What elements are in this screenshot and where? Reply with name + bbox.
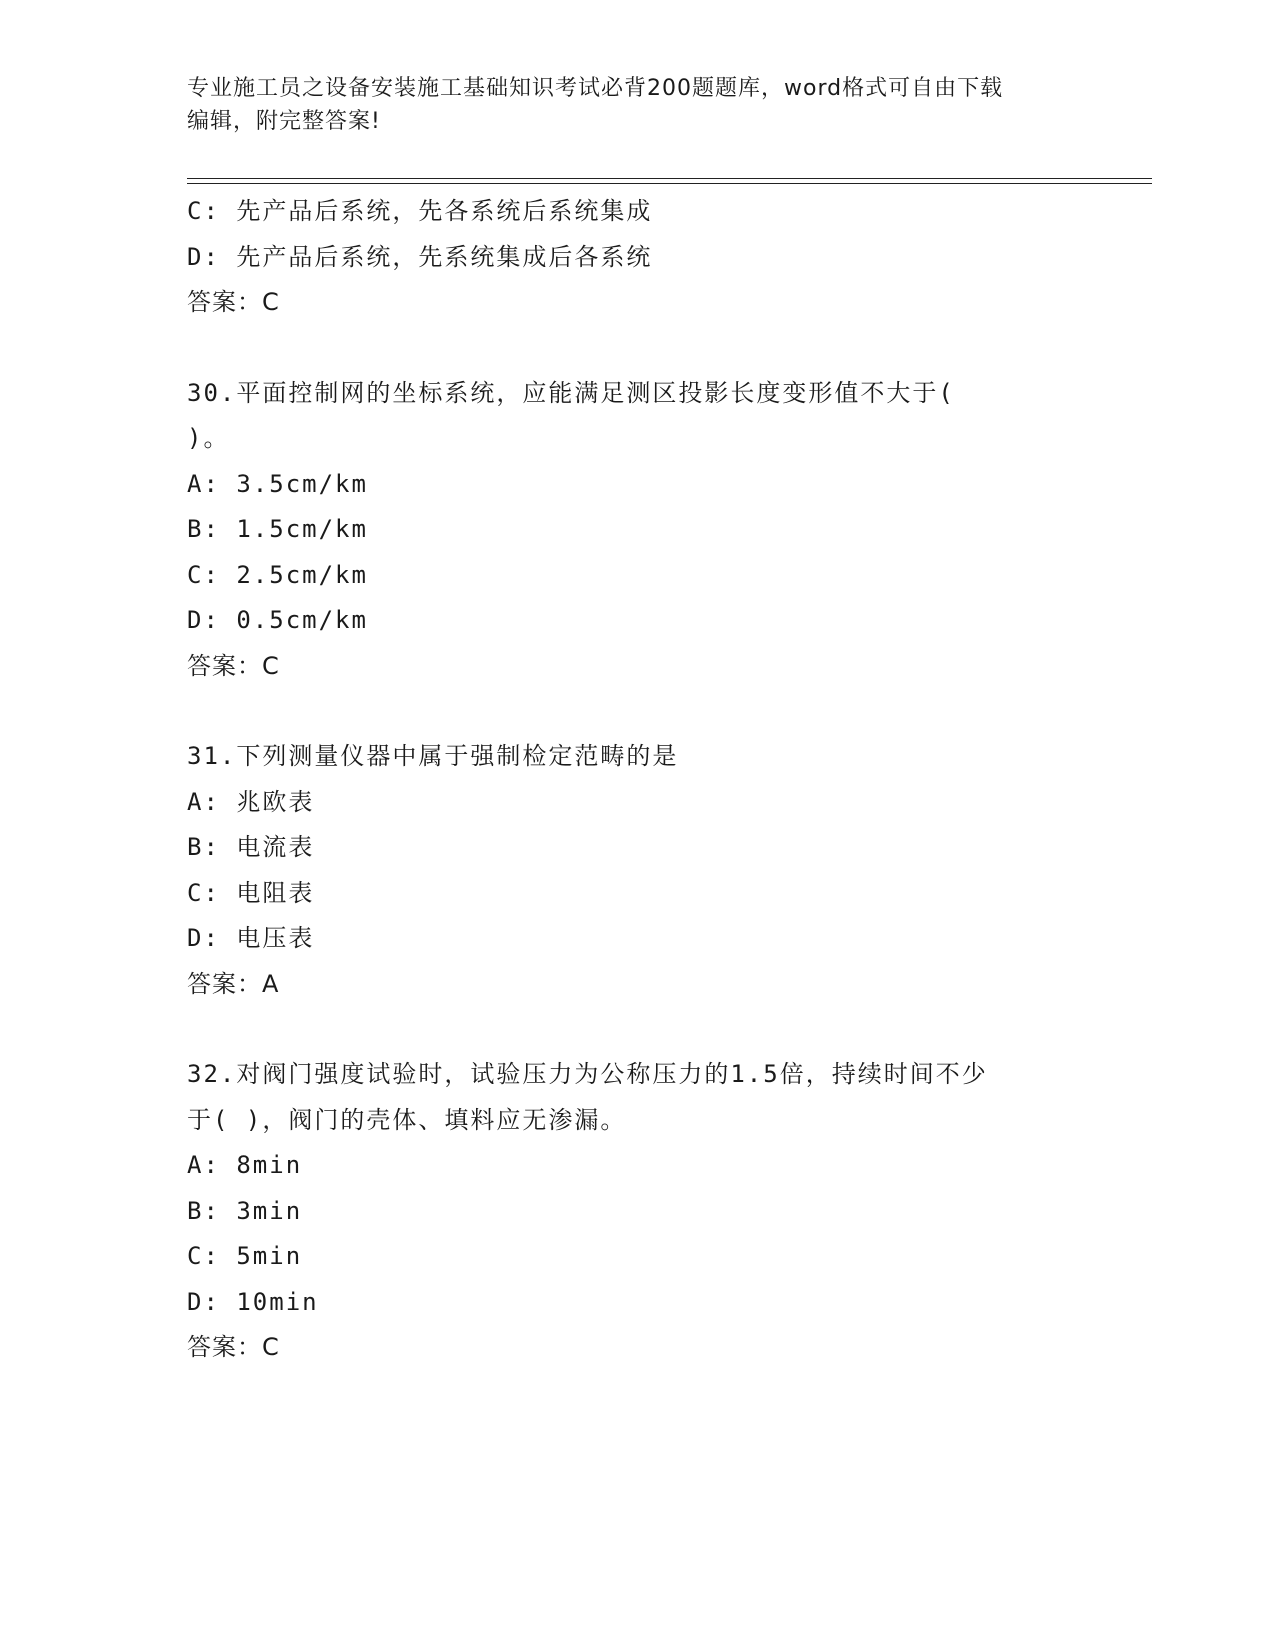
answer-line: 答案：A	[187, 969, 280, 998]
option-a: A: 3.5cm/km	[187, 469, 368, 498]
option-c: C: 2.5cm/km	[187, 560, 368, 589]
question-block-31	[187, 734, 1087, 1007]
option-b: B: 电流表	[187, 833, 315, 861]
document-header	[187, 72, 1087, 138]
option-c: C: 5min	[187, 1242, 303, 1270]
question-stem-line-1: 32.对阀门强度试验时，试验压力为公称压力的1.5倍，持续时间不少	[187, 1060, 988, 1088]
header-title-line-1: 专业施工员之设备安装施工基础知识考试必背200题题库，word格式可自由下载	[187, 76, 1004, 101]
header-divider	[187, 178, 1152, 184]
option-a: A: 兆欧表	[187, 787, 315, 816]
answer-line: 答案：C	[187, 651, 280, 680]
question-spacer	[187, 326, 1087, 371]
question-stem-line-2: 于( )，阀门的壳体、填料应无渗漏。	[187, 1105, 627, 1134]
question-block-29-continued	[187, 189, 1087, 326]
question-stem-line-1: 31.下列测量仪器中属于强制检定范畴的是	[187, 742, 679, 770]
option-c: C: 电阻表	[187, 878, 315, 907]
question-block-30	[187, 371, 1087, 690]
option-d: D: 0.5cm/km	[187, 606, 368, 634]
question-block-32	[187, 1052, 1087, 1371]
answer-line: 答案：C	[187, 288, 280, 316]
header-title-line-2: 编辑，附完整答案!	[187, 109, 381, 134]
option-b: B: 3min	[187, 1196, 303, 1225]
question-stem-line-2: )。	[187, 424, 230, 452]
option-a: A: 8min	[187, 1151, 303, 1179]
option-c: C: 先产品后系统，先各系统后系统集成	[187, 197, 653, 225]
question-stem-line-1: 30.平面控制网的坐标系统，应能满足测区投影长度变形值不大于(	[187, 378, 955, 407]
option-d: D: 电压表	[187, 924, 315, 952]
answer-line: 答案：C	[187, 1333, 280, 1361]
question-spacer	[187, 689, 1087, 734]
option-d: D: 先产品后系统，先系统集成后各系统	[187, 242, 653, 271]
question-list	[187, 189, 1087, 1371]
question-spacer	[187, 1007, 1087, 1052]
option-d: D: 10min	[187, 1287, 319, 1316]
option-b: B: 1.5cm/km	[187, 515, 368, 543]
